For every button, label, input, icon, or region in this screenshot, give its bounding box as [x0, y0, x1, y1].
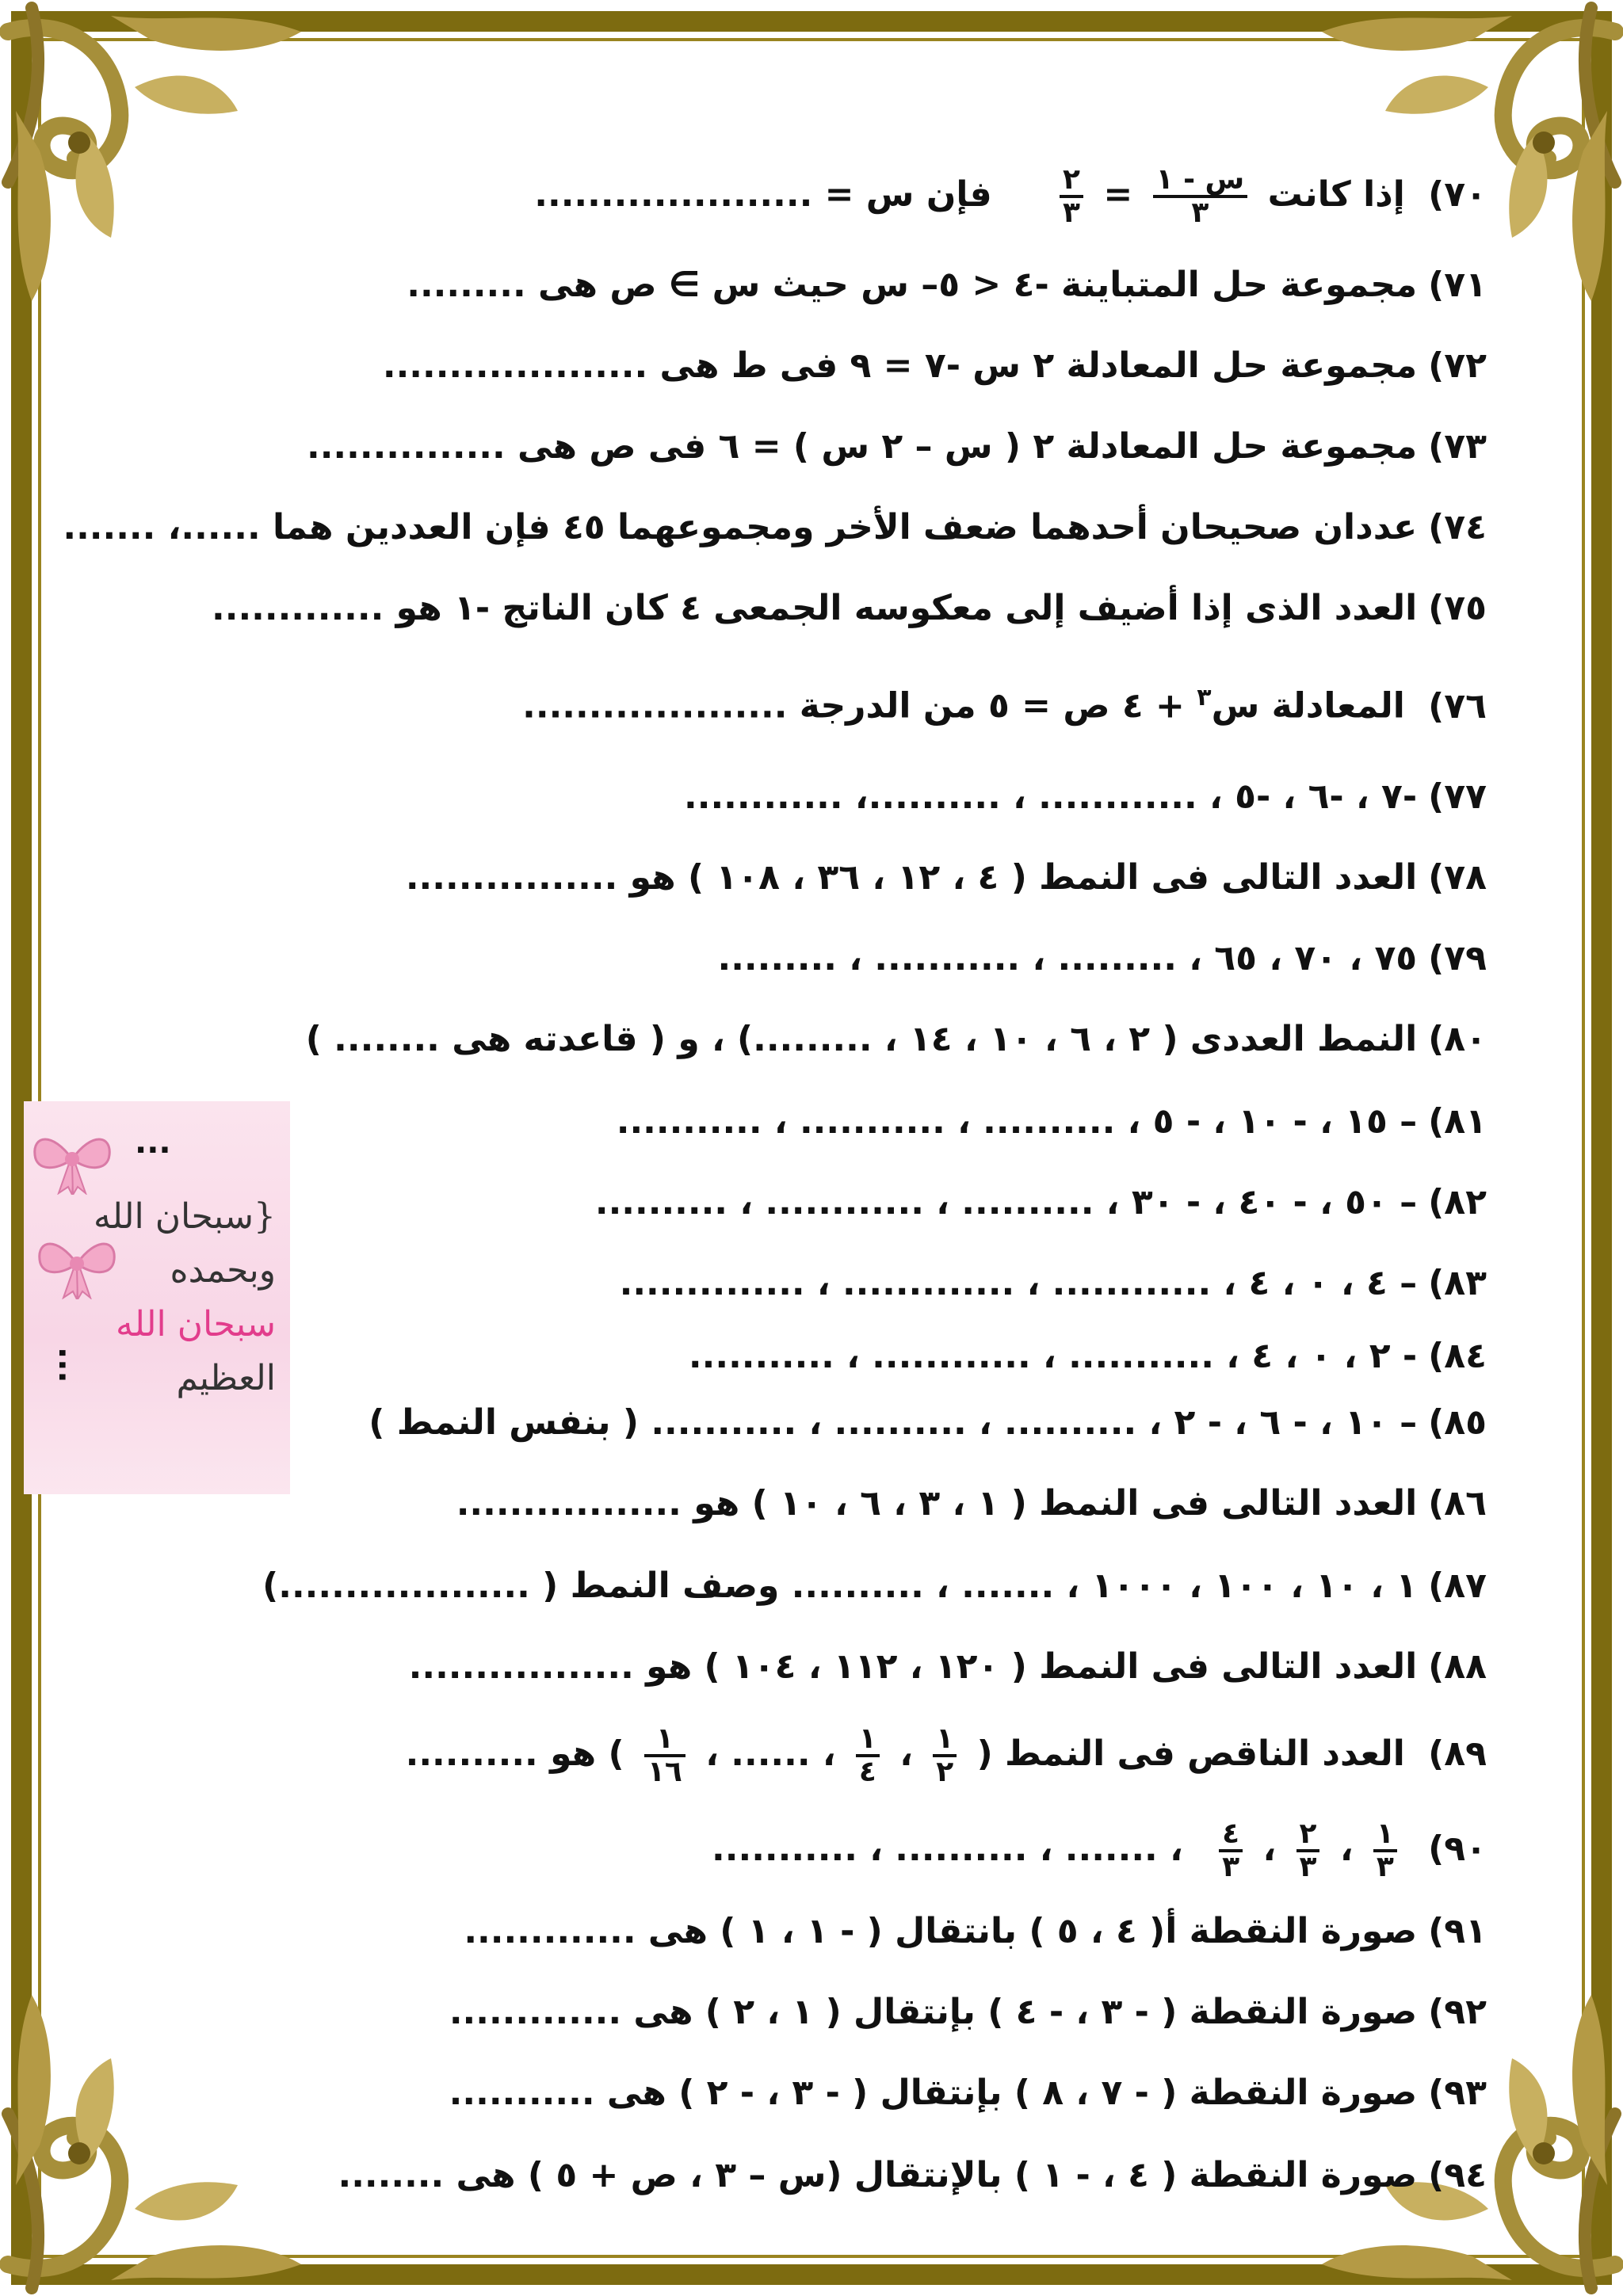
question-82	[594, 1182, 1487, 1222]
fraction-numerator: ١	[936, 1722, 954, 1755]
pink-bow-icon	[29, 1123, 116, 1195]
question-number: ٩٤)	[1428, 2155, 1487, 2195]
fraction-numerator: ٢	[1299, 1817, 1317, 1850]
fraction-denominator: ٢	[936, 1755, 954, 1788]
question-number: ٧٦)	[1428, 685, 1487, 727]
question-text: – ١٥ ، - ١٠ ، - ٥ ، .......... ، ........... ، ...........	[616, 1101, 1418, 1142]
dots-side: ...	[52, 1347, 88, 1383]
question-number: ٨٢)	[1428, 1182, 1487, 1222]
question-text: مجموعة حل المعادلة ٢ س -٧ = ٩ فى ط هى ....................	[382, 345, 1418, 386]
fraction-denominator: ٣	[1222, 1850, 1240, 1883]
question-text: صورة النقطة ﺃ( ٤ ، ٥ ) بانتقال ( - ١ ، ١ ) هى .............	[464, 1911, 1418, 1951]
question-74	[63, 507, 1487, 547]
question-text: صورة النقطة ( ٤ ، - ١ ) بالإنتقال (س – ٣ ، ص + ٥ ) هى ........	[338, 2155, 1418, 2195]
question-number: ٧٩)	[1428, 938, 1487, 978]
question-92	[449, 1992, 1487, 2032]
question-88	[408, 1646, 1487, 1687]
question-75	[212, 588, 1487, 628]
question-text: العدد التالى فى النمط ( ١٢٠ ، ١١٢ ، ١٠٤ ) هو .................	[408, 1646, 1418, 1687]
question-number: ٧٨)	[1428, 857, 1487, 898]
fraction-numerator: ١	[1376, 1817, 1394, 1850]
question-number: ٨١)	[1428, 1101, 1487, 1142]
question-81	[616, 1101, 1487, 1142]
question-text: ٧٥ ، ٧٠ ، ٦٥ ، ......... ، ........... ، .........	[717, 938, 1418, 978]
fraction	[933, 1724, 957, 1787]
question-number: ٨٤)	[1428, 1336, 1487, 1376]
side-note-line-2: وبحمده	[170, 1250, 276, 1291]
question-94	[338, 2155, 1487, 2195]
question-text: – ٥٠ ، - ٤٠ ، - ٣٠ ، .......... ، ............ ، ..........	[594, 1182, 1418, 1222]
fraction	[856, 1724, 880, 1787]
fraction	[644, 1724, 685, 1787]
question-number: ٨٦)	[1428, 1483, 1487, 1524]
question-number: ٧٧)	[1428, 776, 1487, 817]
equals-sign: =	[1103, 174, 1133, 215]
question-number: ٧٣)	[1428, 426, 1487, 467]
question-number: ٧٤)	[1428, 507, 1487, 547]
question-number: ٧٢)	[1428, 345, 1487, 386]
fraction	[1153, 165, 1248, 228]
corner-ornament-icon	[0, 0, 317, 317]
fraction-numerator: ١	[858, 1722, 876, 1755]
side-note-line-4: العظيم	[176, 1358, 276, 1398]
question-text: فإن س = .....................	[534, 174, 992, 215]
question-87	[262, 1566, 1487, 1606]
question-number: ٧٥)	[1428, 588, 1487, 628]
separator: ،	[1339, 1828, 1354, 1869]
separator: ،	[1262, 1828, 1277, 1869]
question-text: العدد التالى فى النمط ( ٤ ، ١٢ ، ٣٦ ، ١٠٨ ) هو ................	[405, 857, 1418, 898]
question-number: ٧٠)	[1428, 174, 1487, 215]
fraction	[1060, 165, 1083, 228]
question-76	[522, 684, 1487, 727]
exponent: ٣	[1197, 684, 1212, 711]
question-number: ٩٠)	[1428, 1828, 1487, 1869]
side-note-text: {سبحان الله	[93, 1196, 276, 1237]
question-text: عددان صحيحان أحدهما ضعف الأخر ومجموعهما ٤٥ فإن العددين هما ......، .......	[63, 507, 1418, 547]
question-text: العدد الناقص فى النمط (	[976, 1733, 1405, 1774]
question-91	[464, 1911, 1487, 1951]
question-text: ، ....... ، .......... ، ...........	[712, 1828, 1183, 1869]
fraction	[1219, 1819, 1243, 1882]
side-note-line-3: سبحان الله	[115, 1304, 276, 1344]
fraction-denominator: ٤	[858, 1755, 876, 1788]
question-text: – ٤ ، ٠ ، ٤ ، ............ ، ............. ، ..............	[619, 1263, 1418, 1303]
corner-ornament-icon	[0, 1979, 317, 2296]
pink-note-panel	[24, 1101, 290, 1494]
question-80	[305, 1019, 1487, 1059]
separator: ،	[899, 1733, 913, 1774]
dots-top: ...	[135, 1124, 171, 1161]
fraction-numerator: س - ١	[1155, 163, 1245, 196]
question-number: ٨٠)	[1428, 1019, 1487, 1059]
question-86	[456, 1483, 1487, 1524]
question-84	[688, 1336, 1487, 1376]
question-83	[619, 1263, 1487, 1303]
question-number: ٨٣)	[1428, 1263, 1487, 1303]
fraction	[1373, 1819, 1397, 1882]
fraction-numerator: ١	[655, 1722, 674, 1755]
question-71	[407, 265, 1487, 305]
question-79	[717, 938, 1487, 978]
fraction-denominator: ٣	[1299, 1850, 1317, 1883]
question-73	[307, 426, 1487, 467]
question-text: صورة النقطة ( - ٧ ، ٨ ) بإنتقال ( - ٣ ، - ٢ ) هى ...........	[449, 2073, 1418, 2113]
question-text: – ١٠ ، - ٦ ، - ٢ ، .......... ، .......... ، ........... ( بنفس النمط )	[369, 1402, 1418, 1443]
fraction-denominator: ٣	[1376, 1850, 1394, 1883]
question-70	[534, 165, 1487, 228]
question-text: صورة النقطة ( - ٣ ، - ٤ ) بإنتقال ( ١ ، ٢ ) هى .............	[449, 1992, 1418, 2032]
question-93	[449, 2073, 1487, 2113]
question-78	[405, 857, 1487, 898]
side-note-line-1	[94, 1196, 276, 1237]
fraction-denominator: ٣	[1063, 196, 1081, 229]
question-number: ٨٧)	[1428, 1566, 1487, 1606]
pink-bow-icon	[33, 1228, 120, 1299]
question-text: ١ ، ١٠ ، ١٠٠ ، ١٠٠٠ ، ....... ، .......... وصف النمط ( ...................)	[262, 1566, 1418, 1606]
question-number: ٧١)	[1428, 265, 1487, 305]
question-number: ٩٣)	[1428, 2073, 1487, 2113]
question-text: ) هو ..........	[405, 1733, 624, 1774]
question-number: ٨٩)	[1428, 1733, 1487, 1774]
question-number: ٨٥)	[1428, 1402, 1487, 1443]
question-text: -٧ ، -٦ ، -٥ ، ............ ، ..........، ............	[684, 776, 1418, 817]
question-77	[684, 776, 1487, 817]
fraction-denominator: ١٦	[647, 1755, 682, 1788]
question-89	[406, 1724, 1487, 1787]
fraction-denominator: ٣	[1191, 196, 1209, 229]
question-number: ٩٢)	[1428, 1992, 1487, 2032]
question-72	[382, 345, 1487, 386]
question-text: المعادلة س	[1211, 685, 1405, 727]
question-text: مجموعة حل المعادلة ٢ ( س – ٢ س ) = ٦ فى ص هى ...............	[307, 426, 1418, 467]
question-text: العدد الذى إذا أضيف إلى معكوسه الجمعى ٤ كان الناتج -١ هو .............	[212, 588, 1418, 628]
question-number: ٩١)	[1428, 1911, 1487, 1951]
fraction	[1296, 1819, 1320, 1882]
fraction-numerator: ٢	[1063, 163, 1081, 196]
question-text: مجموعة حل المتباينة -٤ < ٥– س حيث س ∋ ص هى .........	[407, 265, 1418, 305]
question-90	[712, 1819, 1487, 1882]
question-text: العدد التالى فى النمط ( ١ ، ٣ ، ٦ ، ١٠ ) هو .................	[456, 1483, 1418, 1524]
question-text: إذا كانت	[1267, 174, 1405, 215]
question-85	[369, 1402, 1487, 1443]
question-number: ٨٨)	[1428, 1646, 1487, 1687]
question-text: ، ...... ،	[705, 1733, 836, 1774]
question-text: النمط العددى ( ٢ ، ٦ ، ١٠ ، ١٤ ، .........) ، و ( قاعدته هى ........ )	[305, 1019, 1418, 1059]
fraction-numerator: ٤	[1222, 1817, 1240, 1850]
question-text: - ٢ ، ٠ ، ٤ ، ........... ، ............ ، ...........	[688, 1336, 1418, 1376]
question-text: + ٤ ص = ٥ من الدرجة ....................	[522, 685, 1185, 727]
